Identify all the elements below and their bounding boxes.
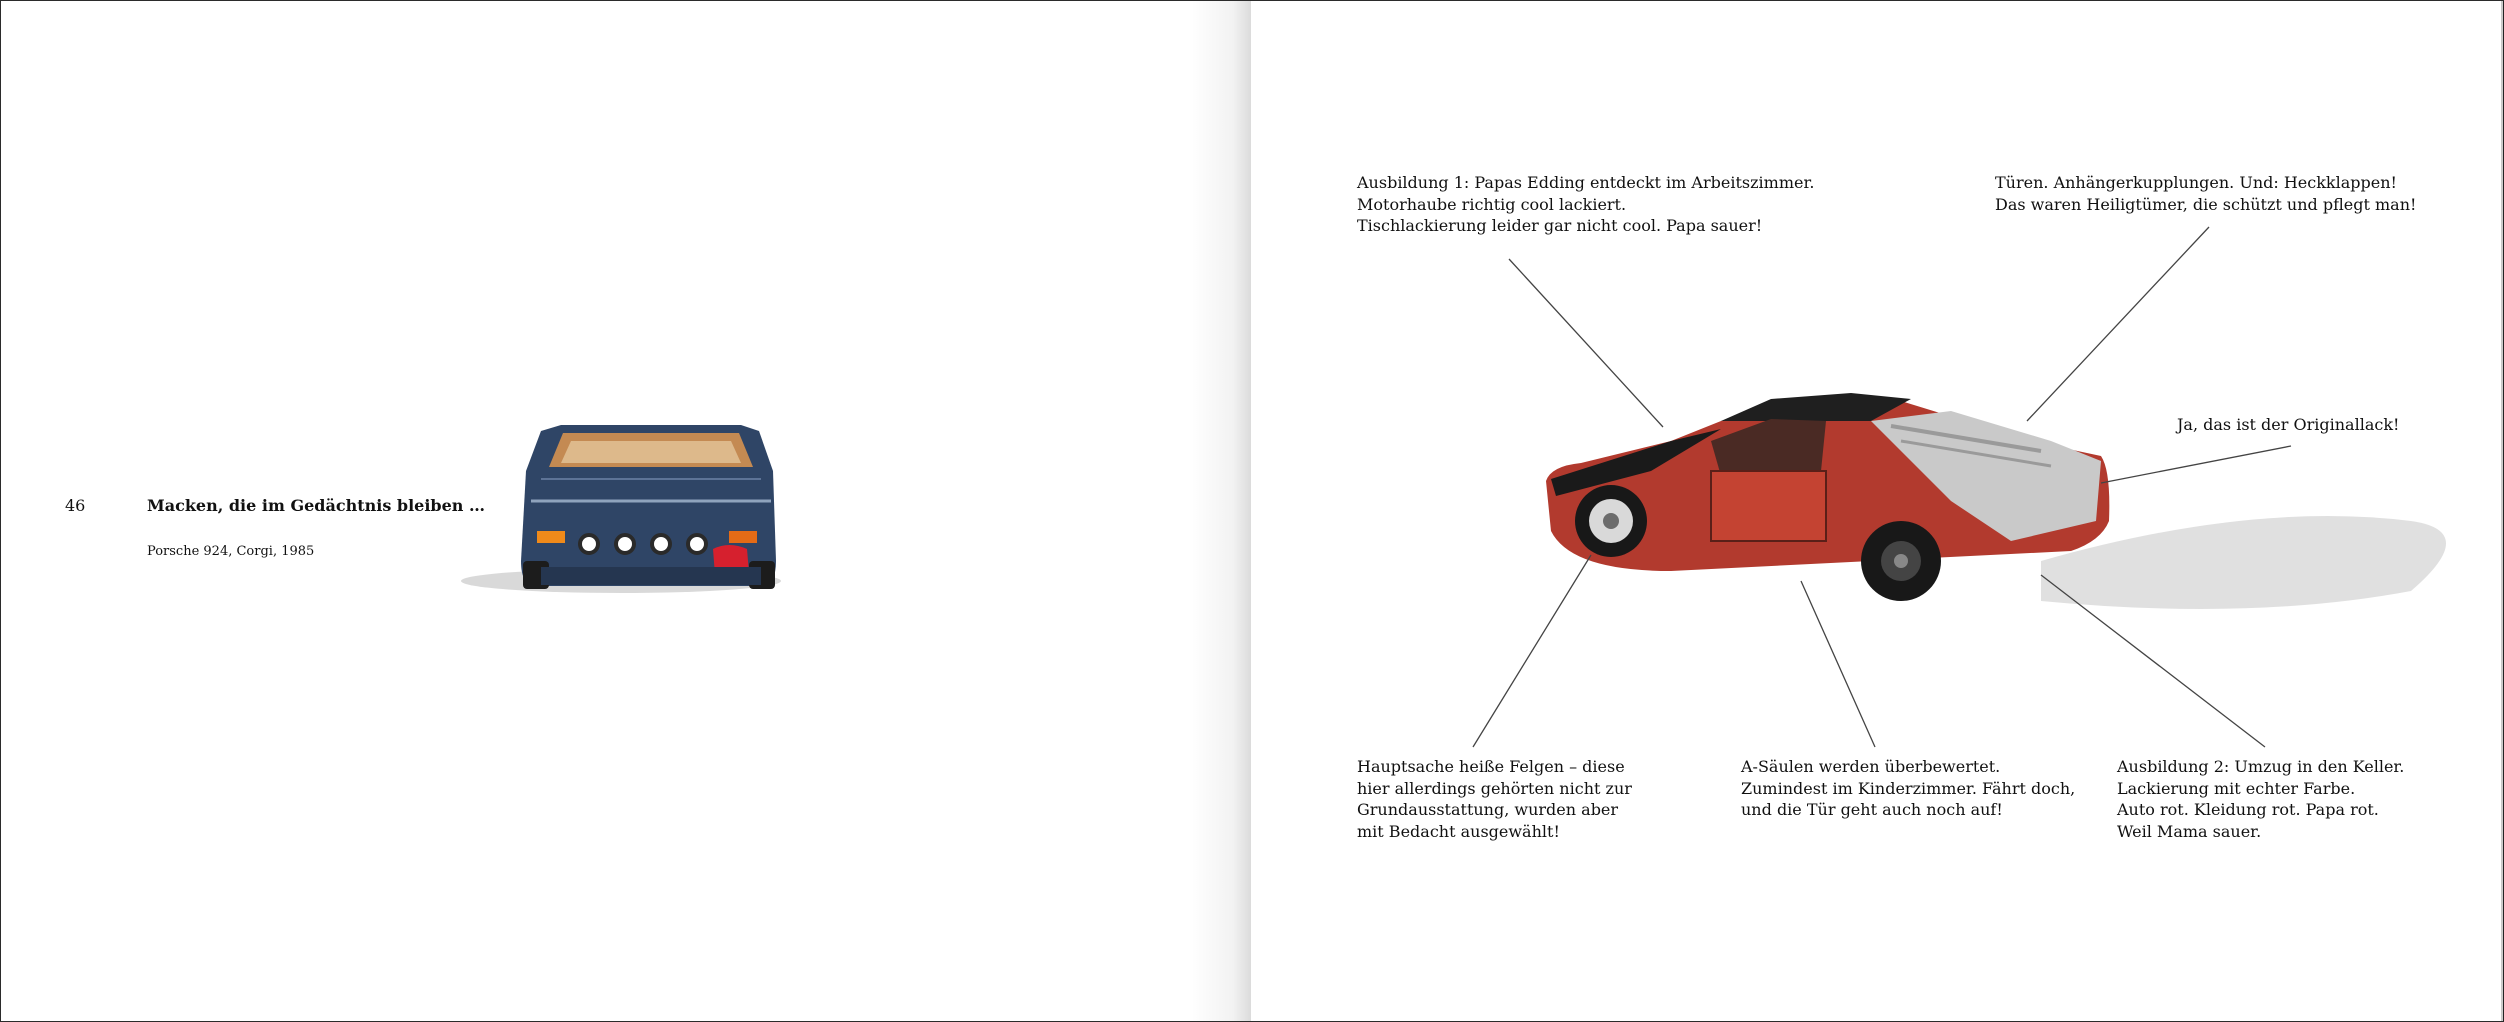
side-car-image xyxy=(1251,1,2503,1021)
page-title: Macken, die im Gedächtnis bleiben … xyxy=(147,496,485,515)
annotation-bottom-right: Ausbildung 2: Umzug in den Keller. Lackierung mit echter Farbe. Auto rot. Kleidung rot. Papa rot. Weil Mama sauer. xyxy=(2117,757,2405,841)
annotation-top-left: Ausbildung 1: Papas Edding entdeckt im Arbeitszimmer. Motorhaube richtig cool lackiert. Tischlackierung leider gar nicht cool. Papa sauer! xyxy=(1357,173,1815,235)
right-page xyxy=(1251,1,2503,1021)
annotation-bottom-left: Hauptsache heiße Felgen – diese hier allerdings gehörten nicht zur Grundausstattung, wurden aber mit Bedacht ausgewählt! xyxy=(1357,757,1632,841)
left-page xyxy=(1,1,1251,1021)
page-number: 46 xyxy=(65,496,86,515)
rear-car-image xyxy=(1,1,1251,1021)
annotation-bottom-middle: A-Säulen werden überbewertet. Zumindest im Kinderzimmer. Fährt doch, und die Tür geht auch noch auf! xyxy=(1741,757,2076,819)
annotation-mid-right: Ja, das ist der Originallack! xyxy=(2177,415,2400,434)
gutter-shadow-left xyxy=(1191,1,1251,1021)
image-caption: Porsche 924, Corgi, 1985 xyxy=(147,544,315,559)
annotation-top-right: Türen. Anhängerkupplungen. Und: Heckklappen! Das waren Heiligtümer, die schützt und pflegt man! xyxy=(1995,173,2417,214)
book-spread xyxy=(1,1,2503,1021)
